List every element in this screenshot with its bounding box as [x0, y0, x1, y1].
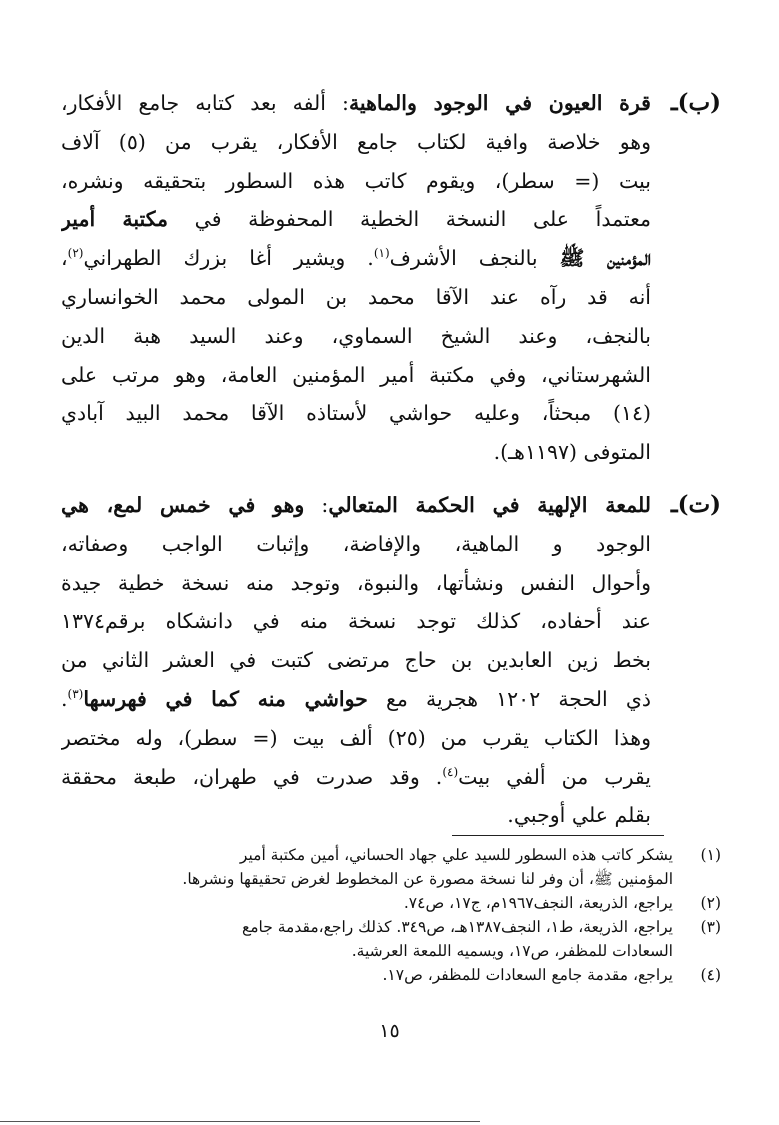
text-line [61, 162, 651, 201]
footnote [61, 963, 721, 987]
footnote [61, 915, 721, 963]
text-line [61, 486, 651, 525]
footnote [61, 891, 721, 915]
line-text: الوجود و الماهية، والإفاضة، وإثبات الواجب وصفاته، [61, 531, 651, 556]
line-text: بيت (= سطر)، ويقوم كاتب هذه السطور بتحقيقه ونشره، [61, 168, 651, 193]
text-line [61, 239, 651, 278]
footnote-ref[interactable]: (١) [373, 246, 390, 261]
text-line [61, 317, 651, 356]
line-text: وهذا الكتاب يقرب من (٢٥) ألف بيت (= سطر)، وله مختصر [61, 725, 651, 750]
footnote-ref[interactable]: (٢) [67, 246, 84, 261]
text-line [61, 278, 651, 317]
bold-text: وهو في خمس لمع، هي [61, 493, 305, 517]
text-line [61, 564, 651, 603]
footnote-number: (١) [700, 846, 721, 864]
line-text: . ويشير أغا بزرك الطهراني [83, 246, 374, 271]
footnotes [61, 843, 721, 987]
line-text: يقرب من ألفي بيت [458, 764, 651, 789]
text-line [61, 641, 651, 680]
footnote-number: (٣) [700, 918, 721, 936]
text-line [61, 433, 651, 472]
footnote-text [61, 963, 673, 987]
footnote-text [61, 915, 673, 963]
footnote-text [61, 891, 673, 915]
entry-marker: (ب)ـ [670, 89, 721, 116]
line-text: ذي الحجة ١٢٠٢ هجرية مع [367, 686, 651, 711]
entry-b [61, 84, 721, 472]
footnote [61, 843, 721, 891]
line-text: : ألفه بعد كتابه جامع الأفكار، [61, 91, 349, 115]
book-title: قرة العيون في الوجود والماهية [348, 91, 651, 115]
entry-body [61, 84, 651, 472]
text-line [61, 356, 651, 395]
line-text: أنه قد رآه عند الآقا محمد بن المولى محمد الخوانساري [61, 284, 651, 309]
text-line [61, 796, 651, 835]
bold-text: المؤمنين ﷺ [559, 246, 651, 271]
line-text: المتوفى (١١٩٧هـ). [493, 440, 651, 465]
footnote-ref[interactable]: (٤) [442, 764, 459, 779]
bold-text: مكتبة أمير [61, 207, 169, 232]
page-number: ١٥ [379, 1020, 400, 1042]
text-line [61, 758, 651, 797]
line-text: عند أحفاده، كذلك توجد نسخة منه في دانشكاه برقم١٣٧٤ [61, 609, 651, 634]
entry-body [61, 486, 651, 835]
text-line [61, 719, 651, 758]
line-text: . وقد صدرت في طهران، طبعة محققة [61, 764, 443, 789]
line-text: (١٤) مبحثاً، وعليه حواشي لأستاذه الآقا محمد البيد آبادي [61, 401, 651, 426]
text-line [61, 680, 651, 719]
text-line [61, 525, 651, 564]
text-line [61, 84, 651, 123]
footnote-line: يراجع، مقدمة جامع السعادات للمظفر، ص١٧. [382, 966, 673, 984]
line-text: وهو خلاصة وافية لكتاب جامع الأفكار، يقرب من (٥) آلاف [61, 129, 651, 154]
line-text: معتمداً على النسخة الخطية المحفوظة في [168, 207, 651, 232]
footnote-number: (٢) [700, 894, 721, 912]
footnote-divider [452, 835, 664, 836]
footnote-text [61, 843, 673, 891]
line-text: بالنجف الأشرف [389, 246, 560, 271]
line-text: . [61, 686, 68, 711]
text-line [61, 200, 651, 239]
footnote-line: يشكر كاتب هذه السطور للسيد علي جهاد الحساني، أمين مكتبة أمير [239, 846, 673, 864]
book-title: للمعة الإلهية في الحكمة المتعالي [328, 493, 651, 517]
text-line [61, 123, 651, 162]
entry-t [61, 486, 721, 835]
footnote-number: (٤) [700, 966, 721, 984]
footnote-line: يراجع، الذريعة، النجف١٩٦٧م، ج١٧، ص٧٤. [403, 894, 673, 912]
footnote-ref[interactable]: (٣) [67, 687, 84, 702]
page-bottom-edge [0, 1121, 480, 1122]
line-text: : [304, 493, 329, 517]
entry-marker: (ت)ـ [670, 491, 721, 518]
footnote-line: السعادات للمظفر، ص١٧، ويسميه اللمعة العرشية. [351, 942, 673, 960]
text-line [61, 394, 651, 433]
footnote-line: يراجع، الذريعة، ط١، النجف١٣٨٧هـ، ص٣٤٩. كذلك راجع،مقدمة جامع [241, 918, 673, 936]
bold-text: حواشي منه كما في فهرسها [83, 686, 368, 711]
line-text: وأحوال النفس ونشأتها، والنبوة، وتوجد منه نسخة خطية جيدة [61, 570, 651, 595]
footnote-line: المؤمنين ﷺ، أن وفر لنا نسخة مصورة عن المخطوط لغرض تحقيقها ونشرها. [182, 870, 673, 888]
line-text: بخط زين العابدين بن حاج مرتضى كتبت في العشر الثاني من [61, 648, 651, 673]
line-text: بقلم علي أوجبي. [507, 803, 651, 828]
line-text: الشهرستاني، وفي مكتبة أمير المؤمنين العامة، وهو مرتب على [61, 362, 651, 387]
line-text: ، [61, 246, 68, 271]
text-line [61, 602, 651, 641]
line-text: بالنجف، وعند الشيخ السماوي، وعند السيد هبة الدين [61, 323, 651, 348]
